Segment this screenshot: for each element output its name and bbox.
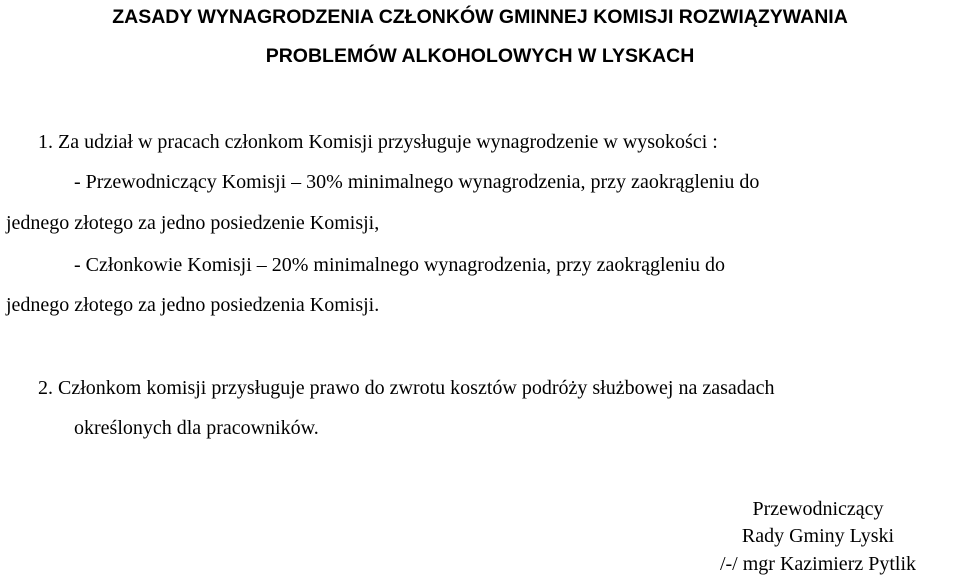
- section-1-intro: 1. Za udział w pracach członkom Komisji przysługuje wynagrodzenie w wysokości :: [38, 131, 718, 153]
- document-title-line-2: PROBLEMÓW ALKOHOLOWYCH W LYSKACH: [265, 45, 695, 67]
- signature-name: /-/ mgr Kazimierz Pytlik: [719, 553, 917, 575]
- section-1-chairman-rate-cont: jednego złotego za jedno posiedzenie Komisji,: [6, 212, 380, 234]
- document-title-line-1: ZASADY WYNAGRODZENIA CZŁONKÓW GMINNEJ KOMISJI ROZWIĄZYWANIA: [112, 6, 848, 28]
- section-2-travel-costs: 2. Członkom komisji przysługuje prawo do zwrotu kosztów podróży służbowej na zasadach: [38, 377, 775, 399]
- section-1-members-rate: - Członkowie Komisji – 20% minimalnego wynagrodzenia, przy zaokrągleniu do: [74, 254, 725, 276]
- section-1-members-rate-cont: jednego złotego za jedno posiedzenia Komisji.: [6, 294, 380, 316]
- signature-title: Przewodniczący: [752, 498, 884, 520]
- section-1-chairman-rate: - Przewodniczący Komisji – 30% minimalnego wynagrodzenia, przy zaokrągleniu do: [74, 171, 760, 193]
- section-2-travel-costs-cont: określonych dla pracowników.: [74, 417, 319, 439]
- signature-council: Rady Gminy Lyski: [741, 525, 895, 547]
